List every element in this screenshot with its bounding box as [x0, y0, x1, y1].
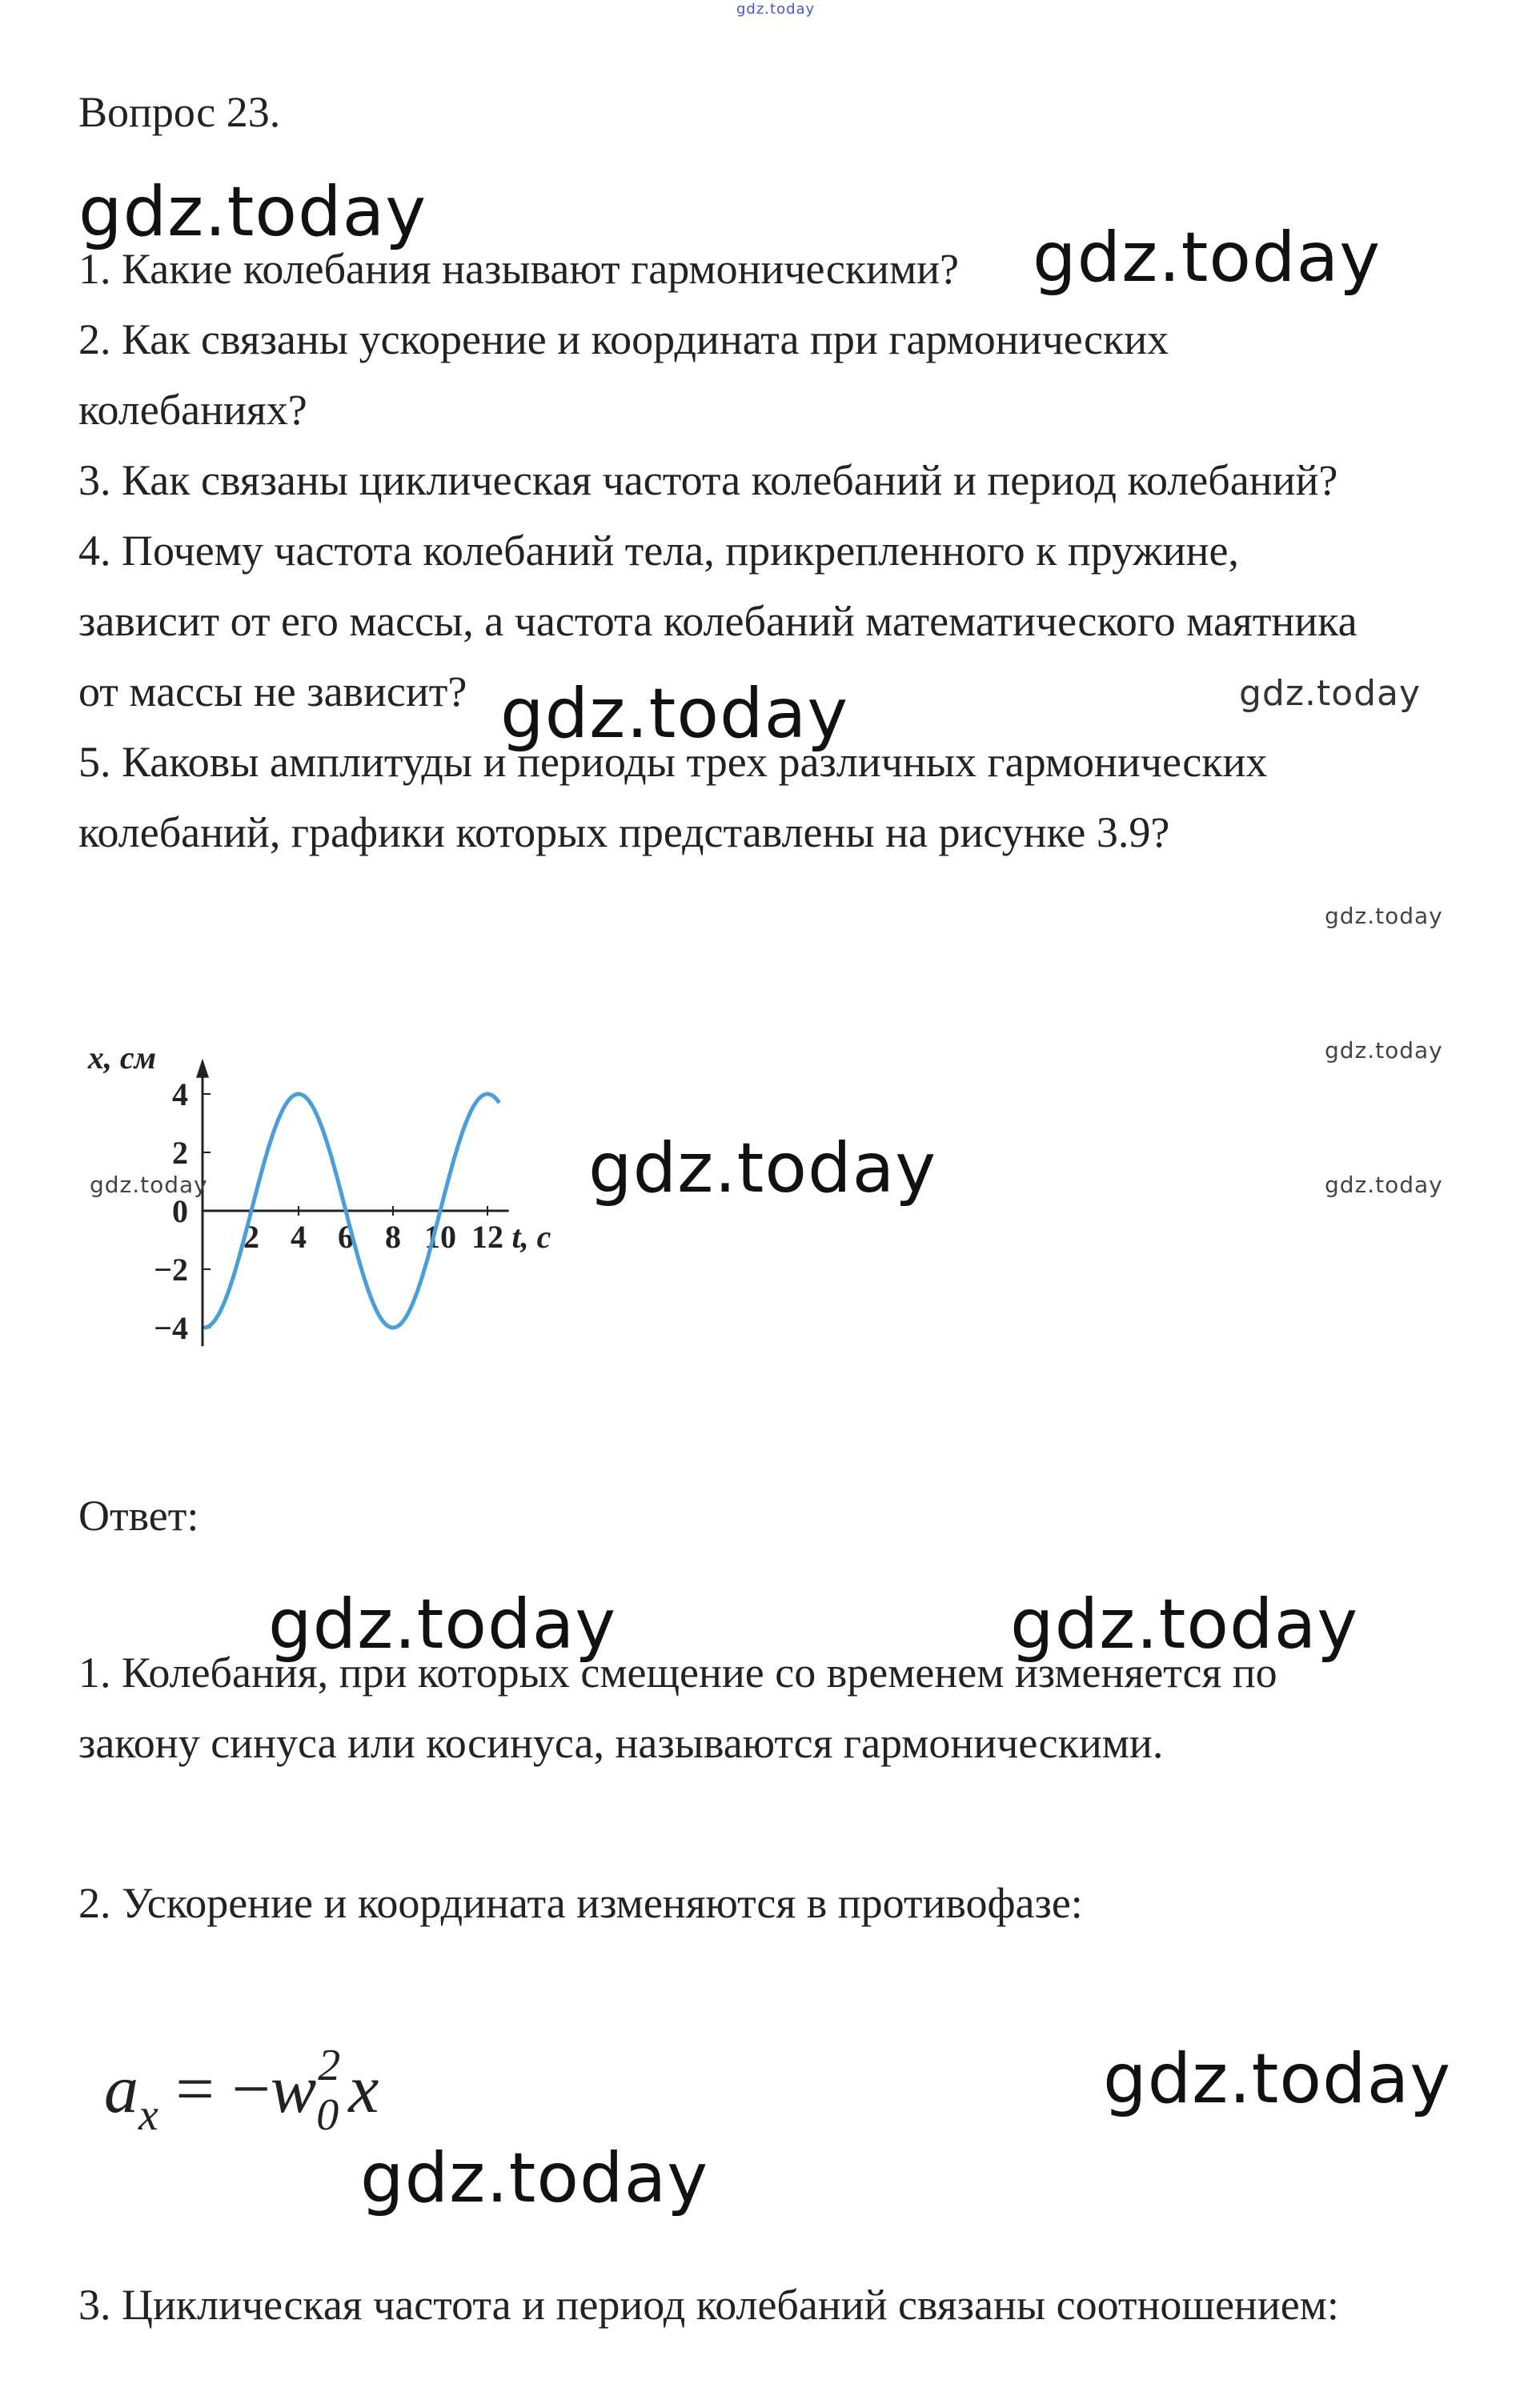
question-line: 3. Как связаны циклическая частота колебаний и период колебаний?	[78, 456, 1338, 504]
y-tick-label: 2	[172, 1135, 188, 1171]
formula-w-sup: 2	[318, 2041, 341, 2090]
x-tick-label: 6	[338, 1219, 354, 1255]
formula-x: x	[348, 2050, 379, 2127]
watermark: gdz.today	[1325, 903, 1443, 929]
watermark: gdz.today	[1033, 218, 1382, 298]
watermark: gdz.today	[1103, 2039, 1452, 2119]
x-tick-label: 10	[424, 1219, 456, 1255]
formula-eq: = −	[158, 2050, 271, 2127]
watermark: gdz.today	[1010, 1585, 1359, 1665]
answer-title: Ответ:	[78, 1492, 199, 1540]
question-line: колебаний, графики которых представлены на рисунке 3.9?	[78, 808, 1170, 856]
y-tick-label: −4	[154, 1310, 188, 1346]
question-line: 1. Какие колебания называют гармоническими?	[78, 245, 959, 293]
question-line: 4. Почему частота колебаний тела, прикрепленного к пружине,	[78, 527, 1239, 575]
y-tick-label: 0	[172, 1193, 188, 1229]
formula-w: w	[270, 2050, 317, 2127]
question-line: 5. Каковы амплитуды и периоды трех различных гармонических	[78, 738, 1268, 786]
question-line: зависит от его массы, а частота колебаний математического маятника	[78, 597, 1358, 645]
watermark: gdz.today	[360, 2138, 709, 2218]
formula-w-sub: 0	[316, 2090, 339, 2140]
watermark: gdz.today	[500, 674, 849, 754]
watermark: gdz.today	[90, 1172, 208, 1198]
x-tick-label: 4	[291, 1219, 307, 1255]
site-label: gdz.today	[736, 1, 816, 18]
x-axis-label: t, c	[511, 1219, 551, 1255]
answer-line: 2. Ускорение и координата изменяются в противофазе:	[78, 1879, 1083, 1927]
watermark: gdz.today	[1325, 1037, 1443, 1064]
question-title: Вопрос 23.	[78, 88, 281, 136]
question-line: 2. Как связаны ускорение и координата при гармонических	[78, 315, 1169, 363]
formula-a: a	[104, 2050, 138, 2127]
acceleration-formula	[104, 2041, 379, 2142]
x-tick-label: 12	[471, 1219, 503, 1255]
watermark: gdz.today	[1239, 673, 1422, 714]
answer-line: закону синуса или косинуса, называются гармоническими.	[78, 1719, 1164, 1767]
y-tick-label: −2	[154, 1252, 188, 1288]
answer-line: 1. Колебания, при которых смещение со временем изменяется по	[78, 1649, 1277, 1697]
x-tick-label: 2	[243, 1219, 259, 1255]
y-tick-label: 4	[172, 1076, 188, 1112]
watermark: gdz.today	[588, 1128, 937, 1208]
question-line: колебаниях?	[78, 386, 307, 434]
watermark: gdz.today	[268, 1585, 617, 1665]
watermark: gdz.today	[1325, 1172, 1443, 1198]
question-line: от массы не зависит?	[78, 667, 467, 715]
y-axis-arrow	[196, 1059, 209, 1078]
watermark: gdz.today	[78, 172, 427, 252]
x-tick-label: 8	[385, 1219, 401, 1255]
formula-a-sub: x	[138, 2090, 158, 2140]
answer-line: 3. Циклическая частота и период колебаний связаны соотношением:	[78, 2281, 1339, 2329]
y-axis-label: x, см	[87, 1039, 156, 1076]
